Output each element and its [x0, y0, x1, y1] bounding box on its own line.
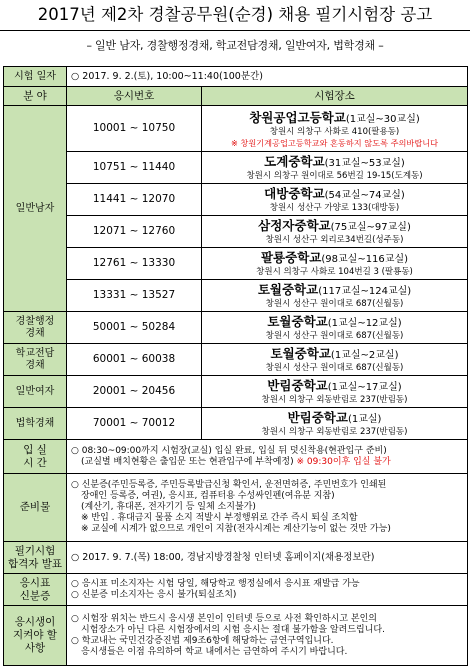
entry-time-label: [4, 440, 67, 474]
number-range: 20001 ~ 20456: [67, 376, 202, 408]
notes-label: [4, 606, 67, 666]
label-line-1: 경찰행정: [15, 315, 55, 327]
school-label: 창원공업고등학교: [249, 109, 346, 125]
header-numbers: 응시번호: [67, 87, 202, 106]
label-line-1: 입 실: [23, 443, 47, 456]
school-label: 도계중학교: [264, 153, 325, 169]
header-site: 시험장소: [202, 87, 468, 106]
site-cell: [202, 376, 468, 408]
school-label: 토월중학교: [267, 313, 328, 329]
items-line: ※ 반입 . 휴대금지 물품 소지 적발시 부정행위로 간주 즉시 퇴실 조치함: [81, 513, 358, 523]
entry-time-text: (교실별 배치현황은 출입문 또는 현관입구에 부착예정): [81, 456, 294, 467]
site-cell: [202, 312, 468, 344]
label-line-2: 신분증: [19, 589, 51, 602]
site-cell: [202, 248, 468, 280]
entry-time-line: [71, 457, 467, 468]
site-cell: [202, 216, 468, 248]
classroom-range: (1교실~12교실): [327, 317, 402, 329]
notes-row: [4, 606, 468, 666]
classroom-range: (1교실~2교실): [330, 349, 399, 361]
school-label: 토월중학교: [257, 281, 319, 297]
notes-line: 시험장소가 아닌 다른 시험장에서의 시험 응시는 절대 불가함을 알려드립니다.: [81, 624, 385, 635]
label-line-2: 시 간: [23, 456, 47, 469]
school-address: 창원시 의창구 외동반림로 237(반림동): [261, 426, 408, 437]
number-range: 70001 ~ 70012: [67, 408, 202, 440]
items-row: [4, 474, 468, 542]
school-label: 반림중학교: [267, 377, 328, 393]
school-name: [202, 346, 467, 363]
table-row: [4, 312, 468, 344]
school-label: 대방중학교: [264, 185, 325, 201]
classroom-range: (31교실~53교실): [324, 157, 405, 169]
notes-line: 응시생들은 이점 유의하여 학교 내에서는 금연하여 주시기 바랍니다.: [81, 646, 348, 657]
header-row: [4, 87, 468, 106]
table-row: [4, 106, 468, 152]
warning-note: ※ 창원기계공업고등학교와 혼동하지 않도록 주의바랍니다: [230, 137, 439, 148]
school-label: 토월중학교: [270, 345, 331, 361]
label-line-1: 응시표: [19, 576, 51, 589]
items-value: [67, 474, 468, 542]
late-entry-warning: ※ 09:30이후 입실 불가: [296, 456, 391, 467]
number-range: 10001 ~ 10750: [67, 106, 202, 152]
classroom-range: (1교실~17교실): [327, 381, 402, 393]
school-address: 창원시 성산구 외리로34번길(성주동): [265, 234, 404, 245]
classroom-range: (1교실): [347, 413, 382, 425]
site-cell: [202, 344, 468, 376]
table-row: [4, 184, 468, 216]
school-label: 팔룡중학교: [260, 249, 322, 265]
label-line-2: 경채: [25, 327, 45, 339]
exam-date-value: ○ 2017. 9. 2.(토), 10:00~11:40(100분간): [67, 67, 468, 87]
school-address: 창원시 의창구 사화로 410(팔용동): [269, 126, 400, 137]
table-row: [4, 344, 468, 376]
items-label: 준비물: [4, 474, 67, 542]
table-row: [4, 408, 468, 440]
site-cell: [202, 152, 468, 184]
page-subtitle: – 일반 남자, 경찰행정경채, 학교전담경채, 일반여자, 법학경채 –: [86, 39, 384, 52]
police-admin-label: [4, 312, 67, 344]
ticket-row: [4, 574, 468, 606]
label-line-1: 학교전담: [15, 347, 55, 359]
number-range: 11441 ~ 12070: [67, 184, 202, 216]
school-name: [202, 154, 467, 171]
school-address: 창원시 의창구 외동반림로 237(반림동): [261, 394, 408, 405]
school-address: 창원시 성산구 가양로 133(대방동): [269, 202, 400, 213]
announce-label: [4, 542, 67, 574]
label-line-1: 필기시험: [14, 544, 56, 557]
announce-value: ○ 2017. 9. 7.(목) 18:00, 경남지방경찰청 인터넷 홈페이지(채용정보란): [67, 542, 468, 574]
school-police-label: [4, 344, 67, 376]
school-name: [202, 314, 467, 331]
number-range: 60001 ~ 60038: [67, 344, 202, 376]
items-line: 장애인 등록증, 여권), 응시표, 컴퓨터용 수성싸인펜(여유분 지참): [81, 491, 335, 501]
exam-site-table: [3, 66, 468, 666]
items-line: ○ 신분증(주민등록증, 주민등록발급신청 확인서, 운전면허증, 주민번호가 인쇄된: [71, 480, 387, 490]
school-name: [202, 410, 467, 427]
school-label: 반림중학교: [287, 409, 348, 425]
table-row: [4, 248, 468, 280]
title-underline: [0, 30, 470, 31]
school-name: [202, 186, 467, 203]
exam-date-row: [4, 67, 468, 87]
number-range: 50001 ~ 50284: [67, 312, 202, 344]
site-cell: [202, 184, 468, 216]
table-row: [4, 152, 468, 184]
school-address: 창원시 의창구 사화로 104번길 3 (팔룡동): [256, 266, 413, 277]
ticket-label: [4, 574, 67, 606]
classroom-range: (75교실~97교실): [330, 221, 411, 233]
number-range: 12071 ~ 12760: [67, 216, 202, 248]
notes-line: ○ 시험장 위치는 반드시 응시생 본인이 인터넷 등으로 사전 확인하시고 본인의: [71, 613, 377, 624]
school-name: [202, 250, 467, 267]
general-male-label: 일반남자: [4, 106, 67, 312]
entry-time-row: [4, 440, 468, 474]
items-line: (계산기, 휴대폰, 전자기기 등 일체 소지불가): [81, 502, 256, 512]
general-female-label: 일반여자: [4, 376, 67, 408]
notes-value: [67, 606, 468, 666]
table-row: [4, 216, 468, 248]
label-line-2: 합격자 발표: [7, 557, 63, 570]
law-label: 법학경채: [4, 408, 67, 440]
number-range: 10751 ~ 11440: [67, 152, 202, 184]
site-cell: [202, 106, 468, 152]
school-address: 창원시 성산구 원이대로 687(신월동): [265, 298, 404, 309]
ticket-line: ○ 응시표 미소지자는 시험 당일, 해당학교 행정실에서 응시표 재발급 가능: [71, 578, 360, 589]
site-cell: [202, 408, 468, 440]
site-cell: [202, 280, 468, 312]
entry-time-value: [67, 440, 468, 474]
school-name: [202, 218, 467, 235]
table-row: [4, 376, 468, 408]
header-category: 분 야: [4, 87, 67, 106]
entry-time-line: ○ 08:30~09:00까지 시험장(교실) 입실 완료, 입실 뒤 덧신착용(현관입구 준비): [71, 445, 387, 456]
notes-line: ○ 학교내는 국민건강증진법 제9조6항에 해당하는 금연구역입니다.: [71, 635, 334, 646]
items-line: ※ 교실에 시계가 없으므로 개인이 지참(전자시계는 계산기능이 없는 것만 가능): [81, 524, 391, 534]
school-address: 창원시 성산구 원이대로 687(신월동): [265, 362, 404, 373]
number-range: 12761 ~ 13330: [67, 248, 202, 280]
classroom-range: (1교실~30교실): [345, 113, 420, 125]
school-name: [202, 378, 467, 395]
page-title: 2017년 제2차 경찰공무원(순경) 채용 필기시험장 공고: [37, 5, 433, 24]
announce-row: [4, 542, 468, 574]
school-address: 창원시 의창구 원이대로 56번길 19-15(도계동): [246, 170, 423, 181]
ticket-line: ○ 신분증 미소지자는 응시 불가(퇴실조치): [71, 589, 237, 600]
classroom-range: (117교실~124교실): [318, 285, 412, 297]
classroom-range: (54교실~74교실): [324, 189, 405, 201]
label-line-2: 경채: [25, 359, 45, 371]
label-line-3: 사항: [24, 642, 46, 654]
exam-date-label: 시험 일자: [4, 67, 67, 87]
number-range: 13331 ~ 13527: [67, 280, 202, 312]
school-label: 삼정자중학교: [258, 217, 331, 233]
table-row: [4, 280, 468, 312]
label-line-1: 응시생이: [14, 616, 56, 628]
school-name: [202, 110, 467, 127]
school-name: [202, 282, 467, 299]
label-line-2: 지켜야 할: [13, 629, 57, 641]
school-address: 창원시 성산구 원이대로 687(신월동): [265, 330, 404, 341]
classroom-range: (98교실~116교실): [321, 253, 409, 265]
ticket-value: [67, 574, 468, 606]
